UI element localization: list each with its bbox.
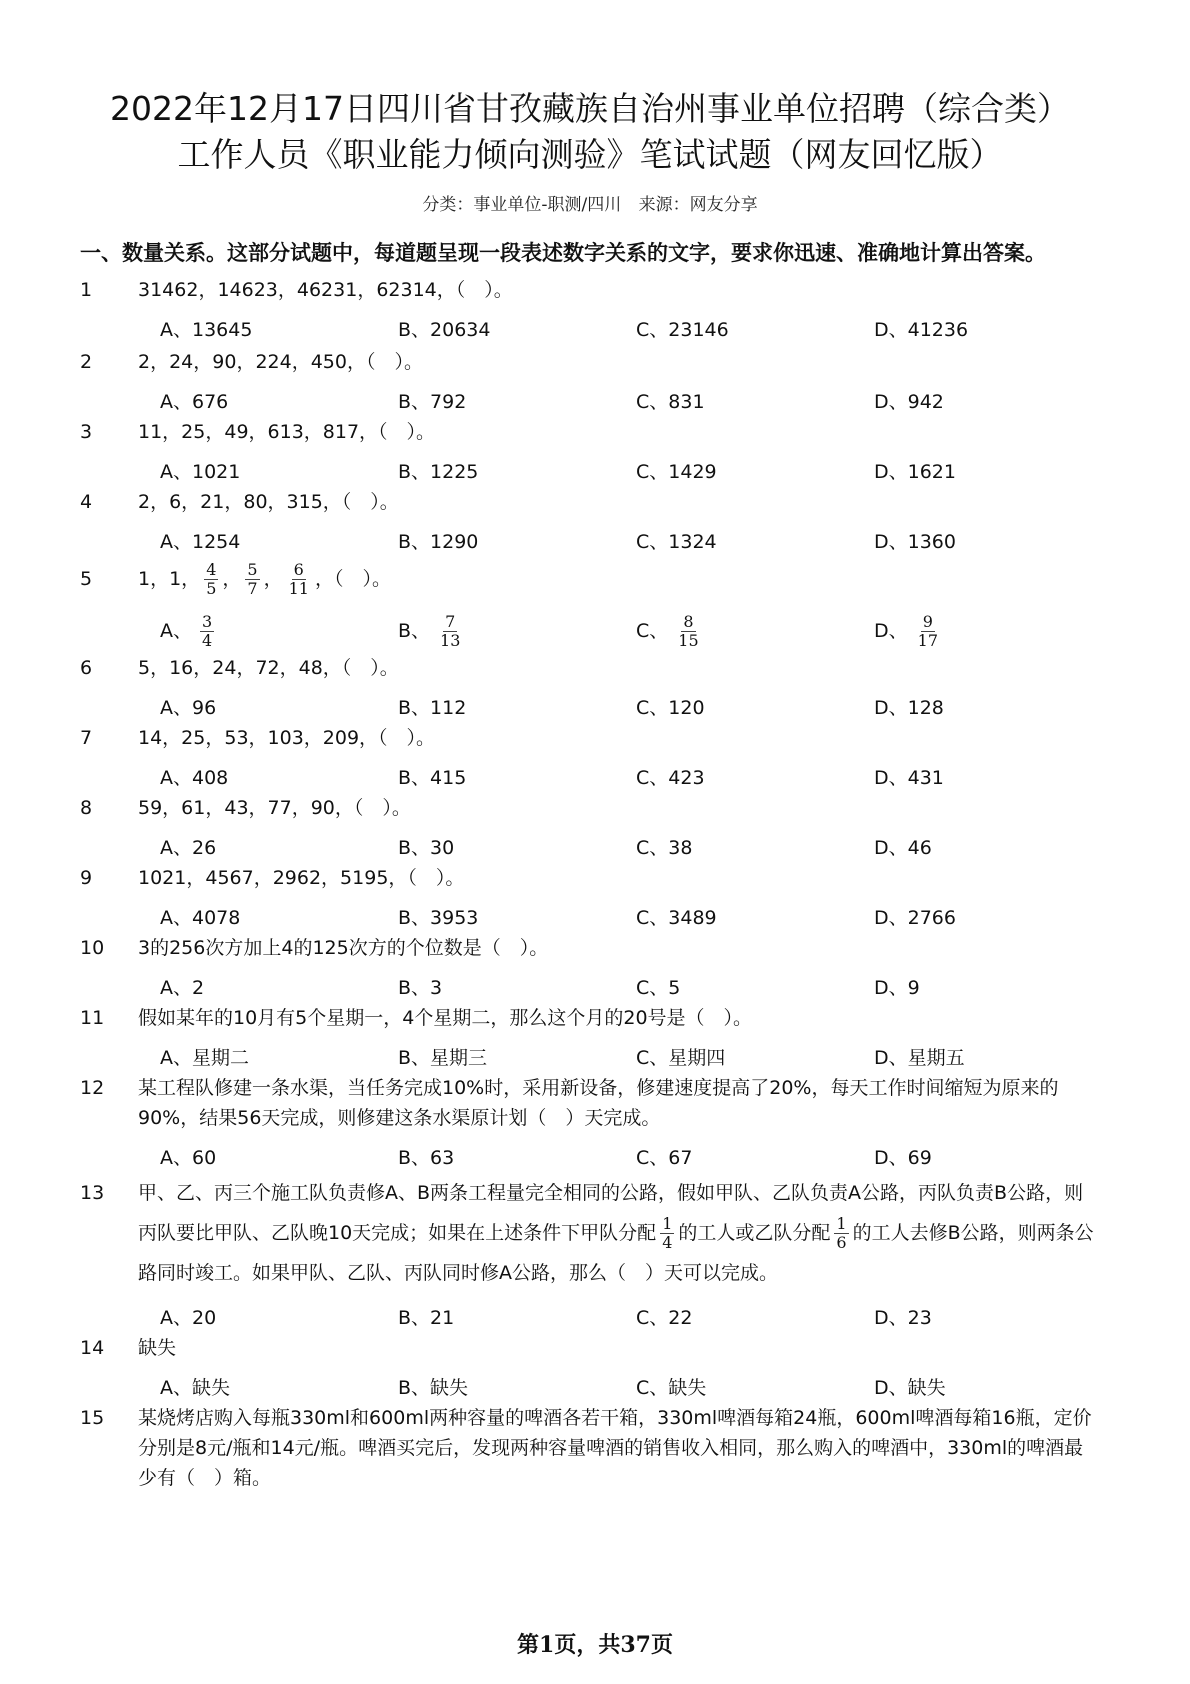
option-b: B、星期三 bbox=[398, 1047, 488, 1069]
option-c: C、5 bbox=[636, 977, 681, 999]
option-b: B、112 bbox=[398, 697, 467, 719]
question-7 bbox=[80, 723, 1100, 793]
question-text: 1，1， $\frac{4}{5}$ ， $\frac{5}{7}$ ， $\frac{6}{11}$ ，（ ）。 bbox=[138, 560, 391, 598]
page-footer: 第1页，共37页 bbox=[517, 1632, 673, 1658]
document-meta bbox=[80, 190, 1100, 215]
option-b: B、63 bbox=[398, 1147, 455, 1169]
title-line-1: 2022年12月17日四川省甘孜藏族自治州事业单位招聘（综合类） bbox=[110, 89, 1070, 128]
fraction-4-5: $\frac{4}{5}$ bbox=[206, 560, 217, 598]
question-4 bbox=[80, 487, 1100, 557]
option-d: D、69 bbox=[874, 1147, 932, 1169]
question-6 bbox=[80, 653, 1100, 723]
option-d: D、星期五 bbox=[874, 1047, 965, 1069]
question-text: 11，25，49，613，817，（ ）。 bbox=[138, 421, 436, 443]
option-b: B、20634 bbox=[398, 319, 491, 341]
question-number: 5 bbox=[80, 568, 93, 590]
question-15 bbox=[80, 1403, 1100, 1493]
question-text: 59，61，43，77，90，（ ）。 bbox=[138, 797, 411, 819]
option-d: D、23 bbox=[874, 1307, 932, 1329]
option-c: C、 $\frac{8}{15}$ bbox=[636, 611, 699, 650]
option-b: B、1290 bbox=[398, 531, 479, 553]
question-10 bbox=[80, 933, 1100, 1003]
option-c: C、38 bbox=[636, 837, 693, 859]
document-title bbox=[80, 0, 1100, 178]
question-9 bbox=[80, 863, 1100, 933]
question-2 bbox=[80, 347, 1100, 417]
option-c: C、831 bbox=[636, 391, 705, 413]
question-number: 9 bbox=[80, 867, 93, 889]
question-text: 1021，4567，2962，5195，（ ）。 bbox=[138, 867, 465, 889]
option-c: C、120 bbox=[636, 697, 705, 719]
question-1 bbox=[80, 275, 1100, 345]
option-b: B、415 bbox=[398, 767, 467, 789]
option-d: D、2766 bbox=[874, 907, 956, 929]
option-a: A、星期二 bbox=[160, 1047, 249, 1069]
option-b: B、 $\frac{7}{13}$ bbox=[398, 611, 461, 650]
option-a: A、60 bbox=[160, 1147, 217, 1169]
option-d: D、41236 bbox=[874, 319, 969, 341]
fraction-1-6: $\frac{1}{6}$ bbox=[836, 1214, 847, 1252]
option-c: C、星期四 bbox=[636, 1047, 726, 1069]
option-d: D、942 bbox=[874, 391, 944, 413]
question-text: 31462，14623，46231，62314，（ ）。 bbox=[138, 279, 513, 301]
option-a: A、676 bbox=[160, 391, 229, 413]
section-heading: 一、数量关系。这部分试题中，每道题呈现一段表述数字关系的文字，要求你迅速、准确地计算出答案。 bbox=[80, 241, 1046, 265]
option-d: D、缺失 bbox=[874, 1377, 946, 1399]
option-a: A、4078 bbox=[160, 907, 241, 929]
question-14 bbox=[80, 1333, 1100, 1403]
sequence-prefix: 1，1， bbox=[138, 568, 201, 590]
question-text: 2，6，21，80，315，（ ）。 bbox=[138, 491, 399, 513]
question-12 bbox=[80, 1073, 1100, 1173]
option-c: C、3489 bbox=[636, 907, 717, 929]
option-b: B、3953 bbox=[398, 907, 479, 929]
question-text: 14，25，53，103，209，（ ）。 bbox=[138, 727, 436, 749]
option-a: A、408 bbox=[160, 767, 229, 789]
source-label: 来源：网友分享 bbox=[638, 195, 758, 215]
question-number: 4 bbox=[80, 491, 93, 513]
option-d: D、46 bbox=[874, 837, 932, 859]
fraction-8-15: $\frac{8}{15}$ bbox=[678, 611, 699, 650]
option-a: A、缺失 bbox=[160, 1377, 230, 1399]
question-number: 3 bbox=[80, 421, 93, 443]
question-8 bbox=[80, 793, 1100, 863]
option-c: C、缺失 bbox=[636, 1377, 707, 1399]
question-11 bbox=[80, 1003, 1100, 1073]
question-number: 13 bbox=[80, 1182, 105, 1204]
question-text: 5，16，24，72，48，（ ）。 bbox=[138, 657, 399, 679]
title-line-2: 工作人员《职业能力倾向测验》笔试试题（网友回忆版） bbox=[177, 135, 1003, 174]
fraction-6-11: $\frac{6}{11}$ bbox=[288, 560, 309, 598]
option-b: B、30 bbox=[398, 837, 455, 859]
question-13 bbox=[80, 1173, 1100, 1333]
option-d: D、128 bbox=[874, 697, 944, 719]
option-a: A、1021 bbox=[160, 461, 241, 483]
option-c: C、423 bbox=[636, 767, 705, 789]
option-c: C、1429 bbox=[636, 461, 717, 483]
question-number: 15 bbox=[80, 1407, 105, 1429]
question-number: 8 bbox=[80, 797, 93, 819]
option-b: B、3 bbox=[398, 977, 443, 999]
question-text: 甲、乙、丙三个施工队负责修A、B两条工程量完全相同的公路，假如甲队、乙队负责A公路，丙队负责B公路，则丙队要比甲队、乙队晚10天完成；如果在上述条件下甲队分配 $\frac{1}{4}$ 的工人或乙队分配 $\frac{1}{6}$ 的工人去修B公路，则两条公路同时竣工。如果甲队、乙队、丙队同时修A公路，那么（ ）天可以完成。 bbox=[138, 1182, 1094, 1284]
fraction-5-7: $\frac{5}{7}$ bbox=[247, 560, 258, 598]
question-number: 12 bbox=[80, 1077, 105, 1099]
option-b: B、21 bbox=[398, 1307, 455, 1329]
question-text: 缺失 bbox=[138, 1337, 177, 1359]
option-a: A、1254 bbox=[160, 531, 241, 553]
question-3 bbox=[80, 417, 1100, 487]
question-5 bbox=[80, 557, 1100, 653]
option-c: C、23146 bbox=[636, 319, 729, 341]
question-number: 2 bbox=[80, 351, 93, 373]
question-text: 某烧烤店购入每瓶330ml和600ml两种容量的啤酒各若干箱，330ml啤酒每箱24瓶，600ml啤酒每箱16瓶，定价分别是8元/瓶和14元/瓶。啤酒买完后，发现两种容量啤酒的销售收入相同，那么购入的啤酒中，330ml的啤酒最少有（ ）箱。 bbox=[138, 1407, 1092, 1489]
question-text: 3的256次方加上4的125次方的个位数是（ ）。 bbox=[138, 937, 549, 959]
option-c: C、22 bbox=[636, 1307, 693, 1329]
option-b: B、1225 bbox=[398, 461, 479, 483]
category-label: 分类：事业单位-职测/四川 bbox=[422, 195, 622, 215]
question-number: 1 bbox=[80, 279, 93, 301]
option-d: D、431 bbox=[874, 767, 944, 789]
question-text: 2，24，90，224，450，（ ）。 bbox=[138, 351, 423, 373]
option-c: C、1324 bbox=[636, 531, 717, 553]
option-a: A、96 bbox=[160, 697, 217, 719]
question-number: 6 bbox=[80, 657, 93, 679]
sequence-suffix: ，（ ）。 bbox=[314, 568, 391, 590]
option-b: B、792 bbox=[398, 391, 467, 413]
fraction-1-4: $\frac{1}{4}$ bbox=[662, 1214, 673, 1252]
question-text: 假如某年的10月有5个星期一，4个星期二，那么这个月的20号是（ ）。 bbox=[138, 1007, 753, 1029]
option-d: D、1621 bbox=[874, 461, 956, 483]
fraction-7-13: $\frac{7}{13}$ bbox=[440, 611, 461, 650]
question-number: 7 bbox=[80, 727, 93, 749]
question-text: 某工程队修建一条水渠，当任务完成10%时，采用新设备，修建速度提高了20%，每天工作时间缩短为原来的90%，结果56天完成，则修建这条水渠原计划（ ）天完成。 bbox=[138, 1077, 1059, 1129]
option-d: D、 $\frac{9}{17}$ bbox=[874, 611, 938, 650]
option-d: D、1360 bbox=[874, 531, 956, 553]
option-a: A、26 bbox=[160, 837, 217, 859]
fraction-3-4: $\frac{3}{4}$ bbox=[202, 611, 213, 650]
option-c: C、67 bbox=[636, 1147, 693, 1169]
question-number: 14 bbox=[80, 1337, 105, 1359]
question-number: 11 bbox=[80, 1007, 105, 1029]
option-b: B、缺失 bbox=[398, 1377, 469, 1399]
option-a: A、2 bbox=[160, 977, 205, 999]
option-a: A、20 bbox=[160, 1307, 217, 1329]
fraction-9-17: $\frac{9}{17}$ bbox=[917, 611, 938, 650]
option-a: A、13645 bbox=[160, 319, 253, 341]
question-number: 10 bbox=[80, 937, 105, 959]
option-d: D、9 bbox=[874, 977, 920, 999]
option-a: A、 $\frac{3}{4}$ bbox=[160, 611, 213, 650]
